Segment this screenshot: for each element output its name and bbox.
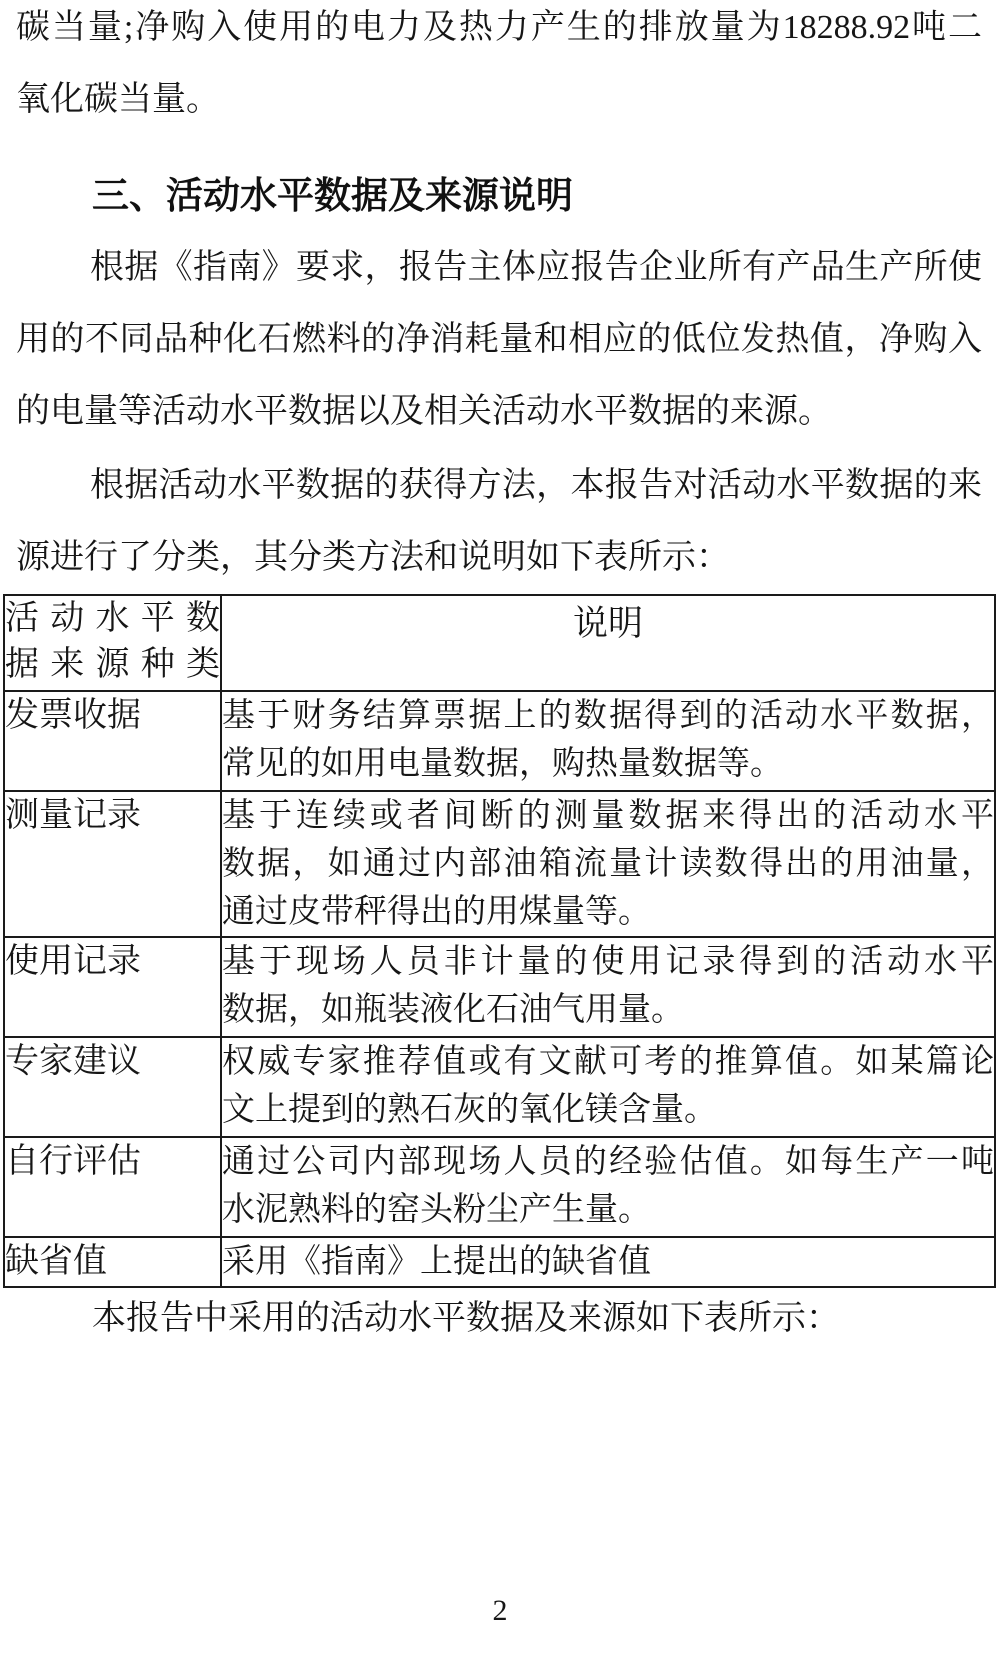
data-source-table <box>3 594 996 1288</box>
row-description <box>221 1037 995 1137</box>
table-row <box>4 1137 995 1237</box>
row-description <box>221 691 995 791</box>
paragraph-line: 根据《指南》要求，报告主体应报告企业所有产品生产所使 <box>90 249 982 286</box>
row-description <box>221 937 995 1037</box>
row-category-label: 发票收据 <box>4 691 221 791</box>
row-description-line: 通过皮带秤得出的用煤量等。 <box>222 894 651 930</box>
table-row <box>4 937 995 1037</box>
table-row <box>4 791 995 937</box>
intro-line: 碳当量;净购入使用的电力及热力产生的排放量为18288.92吨二 <box>16 9 982 46</box>
intro-line: 氧化碳当量。 <box>16 81 220 118</box>
row-description <box>221 1137 995 1237</box>
row-description <box>221 791 995 937</box>
table-row <box>4 691 995 791</box>
row-description-line: 基于连续或者间断的测量数据来得出的活动水平 <box>222 798 994 834</box>
table-header-category-line: 活动水平数 <box>5 600 220 637</box>
table-header-description: 说明 <box>221 595 995 691</box>
row-category-label: 测量记录 <box>4 791 221 937</box>
row-description-line: 通过公司内部现场人员的经验估值。如每生产一吨 <box>222 1144 994 1180</box>
closing-paragraph: 本报告中采用的活动水平数据及来源如下表所示： <box>92 1300 840 1337</box>
row-description-line: 数据，如瓶装液化石油气用量。 <box>222 992 684 1028</box>
section-heading: 三、活动水平数据及来源说明 <box>92 175 573 216</box>
row-category-label: 缺省值 <box>4 1237 221 1287</box>
paragraph-1 <box>16 232 982 448</box>
table-header-row <box>4 595 995 691</box>
row-category-label: 专家建议 <box>4 1037 221 1137</box>
paragraph-line: 用的不同品种化石燃料的净消耗量和相应的低位发热值，净购入 <box>16 321 982 358</box>
row-description-line: 文上提到的熟石灰的氧化镁含量。 <box>222 1092 717 1128</box>
paragraph-line: 根据活动水平数据的获得方法，本报告对活动水平数据的来 <box>90 467 982 504</box>
row-description-line: 基于财务结算票据上的数据得到的活动水平数据， <box>222 698 994 734</box>
row-description <box>221 1237 995 1287</box>
row-category-label: 自行评估 <box>4 1137 221 1237</box>
page-number: 2 <box>492 1594 508 1627</box>
table-row <box>4 1237 995 1287</box>
table-header-category-line: 据来源种类 <box>5 646 220 683</box>
intro-paragraph <box>16 0 982 136</box>
table-header-category <box>4 595 221 691</box>
row-description-line: 权威专家推荐值或有文献可考的推算值。如某篇论 <box>222 1044 994 1080</box>
row-description-line: 采用《指南》上提出的缺省值 <box>222 1244 651 1280</box>
row-description-line: 常见的如用电量数据，购热量数据等。 <box>222 746 783 782</box>
row-description-line: 水泥熟料的窑头粉尘产生量。 <box>222 1192 651 1228</box>
row-description-line: 基于现场人员非计量的使用记录得到的活动水平 <box>222 944 994 980</box>
row-description-line: 数据，如通过内部油箱流量计读数得出的用油量， <box>222 846 994 882</box>
paragraph-line: 的电量等活动水平数据以及相关活动水平数据的来源。 <box>16 393 832 430</box>
paragraph-2 <box>16 450 982 594</box>
row-category-label: 使用记录 <box>4 937 221 1037</box>
paragraph-line: 源进行了分类，其分类方法和说明如下表所示： <box>16 539 730 576</box>
table-row <box>4 1037 995 1137</box>
